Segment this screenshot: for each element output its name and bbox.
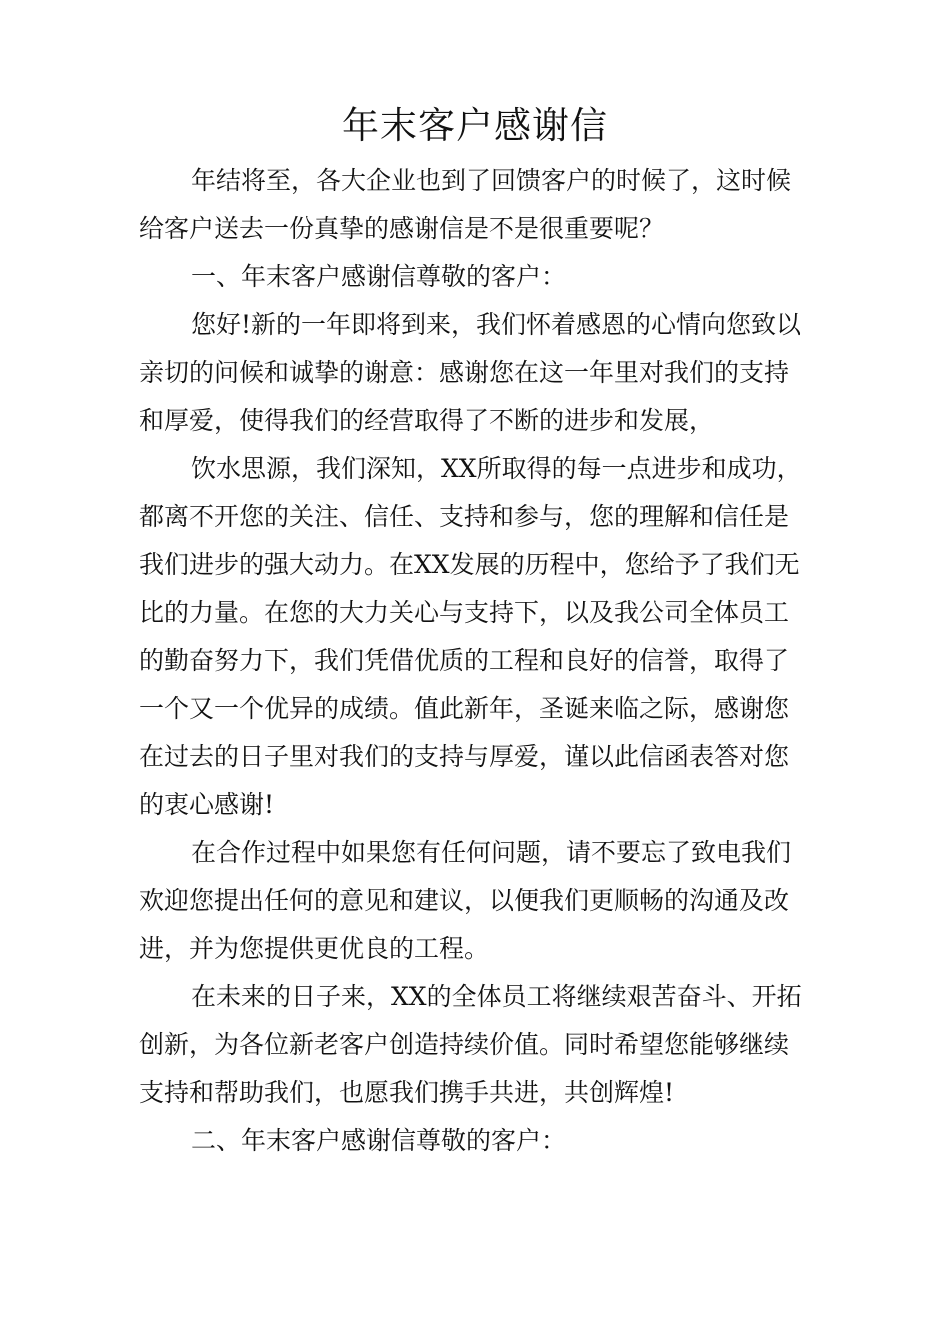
paragraph-line: 比的力量。在您的大力关心与支持下，以及我公司全体员工 <box>139 598 790 627</box>
paragraph-greeting <box>139 301 829 445</box>
paragraph-line: 在合作过程中如果您有任何问题，请不要忘了致电我们 <box>191 838 792 867</box>
paragraph-line: 的勤奋努力下，我们凭借优质的工程和良好的信誉，取得了 <box>139 646 790 675</box>
paragraph-line: 一、年末客户感谢信尊敬的客户： <box>191 262 567 291</box>
paragraph-line: 在过去的日子里对我们的支持与厚爱，谨以此信函表答对您 <box>139 742 790 771</box>
paragraph-line: 我们进步的强大动力。在XX发展的历程中，您给予了我们无 <box>139 550 800 579</box>
paragraph-line: 进，并为您提供更优良的工程。 <box>139 934 490 963</box>
paragraph-line: 一个又一个优异的成绩。值此新年，圣诞来临之际，感谢您 <box>139 694 790 723</box>
paragraph-line: 在未来的日子来，XX的全体员工将继续艰苦奋斗、开拓 <box>191 982 802 1011</box>
paragraph-line: 年结将至，各大企业也到了回馈客户的时候了，这时候 <box>191 166 792 195</box>
paragraph-line: 您好!新的一年即将到来，我们怀着感恩的心情向您致以 <box>191 310 802 339</box>
paragraph-line: 饮水思源，我们深知，XX所取得的每一点进步和成功， <box>191 454 802 483</box>
paragraph-gratitude <box>139 445 829 829</box>
paragraph-line: 欢迎您提出任何的意见和建议，以便我们更顺畅的沟通及改 <box>139 886 790 915</box>
paragraph-line: 亲切的问候和诚挚的谢意：感谢您在这一年里对我们的支持 <box>139 358 790 387</box>
paragraph-intro <box>139 157 829 253</box>
paragraph-line: 二、年末客户感谢信尊敬的客户： <box>191 1126 567 1155</box>
paragraph-future <box>139 973 829 1117</box>
paragraph-line: 支持和帮助我们，也愿我们携手共进，共创辉煌! <box>139 1078 675 1107</box>
paragraph-line: 和厚爱，使得我们的经营取得了不断的进步和发展， <box>139 406 715 435</box>
paragraph-line: 给客户送去一份真挚的感谢信是不是很重要呢？ <box>139 214 665 243</box>
paragraph-line: 都离不开您的关注、信任、支持和参与，您的理解和信任是 <box>139 502 790 531</box>
paragraph-line: 创新，为各位新老客户创造持续价值。同时希望您能够继续 <box>139 1030 790 1059</box>
paragraph-line: 的衷心感谢! <box>139 790 275 819</box>
paragraph-cooperation <box>139 829 829 973</box>
section-heading-one <box>139 253 829 301</box>
section-heading-two <box>139 1117 829 1165</box>
document-title: 年末客户感谢信 <box>342 104 608 147</box>
document-body <box>139 157 829 1165</box>
